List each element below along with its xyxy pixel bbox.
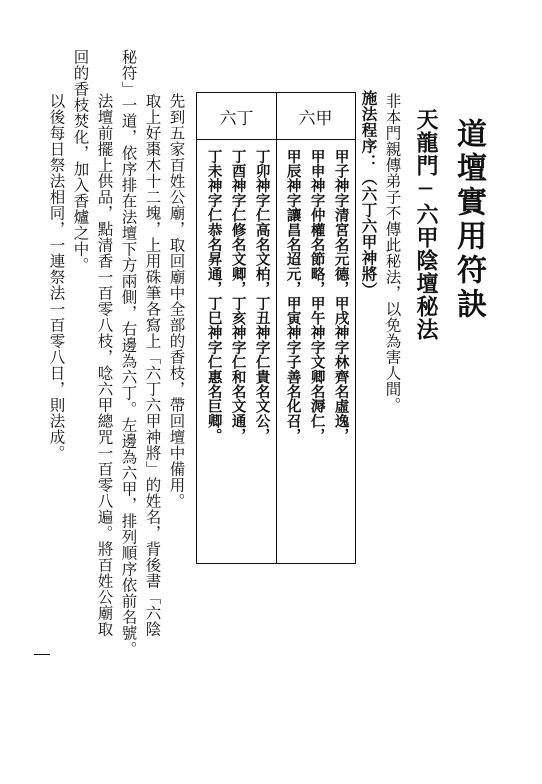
table-header-liujia: 六甲 [276, 93, 355, 140]
body-line: 取上好棗木十二塊，上用硃筆各寫上「六丁六甲神將」的姓名，背後書「六陰 [143, 93, 162, 637]
section-subtitle: 天龍門─六甲陰壇秘法 [413, 108, 438, 341]
body-line: 法壇前擺上供品，點清香一百零八枝，唸六甲總咒一百零八遍。將百姓公廟取 [95, 93, 114, 637]
intro-line: 非本門親傳弟子不傳此秘法，以免為害人間。 [383, 93, 402, 413]
table-header-liuding: 六丁 [197, 93, 277, 140]
liujia-line: 甲辰神字讓昌名迢元，甲寅神字子善名化召， [284, 149, 301, 443]
body-line: 回的香枝焚化，加入香爐之中。 [71, 49, 90, 273]
body-line: 先到五家百姓公廟，取回廟中全部的香枝，帶回壇中備用。 [167, 93, 186, 509]
liuding-line: 丁卯神字仁高名文柏，丁丑神字仁貴名文公， [253, 149, 270, 443]
page-margin-mark [34, 654, 50, 655]
liuding-line: 丁酉神字仁修名文卿，丁亥神字仁和名文通， [229, 149, 246, 443]
table-column-divider [276, 139, 277, 563]
liujia-line: 甲子神字清宮名元德，甲戌神字林齊名虛逸， [332, 149, 349, 443]
procedure-label: 施法程序：（六丁六甲神將） [359, 90, 378, 298]
body-line: 秘符」一道，依序排在法壇下方兩側，右邊為六丁。左邊為六甲，排列順序依前名號。 [119, 49, 138, 657]
liuding-line: 丁未神字仁恭名昇通，丁巳神字仁惠名巨卿。 [205, 149, 222, 443]
body-line: 以後每日祭法相同，一連祭法一百零八日，則法成。 [47, 93, 66, 461]
page-title: 道壇實用符訣 [451, 118, 486, 322]
liujia-line: 甲申神字仲權名節略，甲午神字文卿名溽仁， [308, 149, 325, 443]
deity-table [196, 92, 356, 564]
